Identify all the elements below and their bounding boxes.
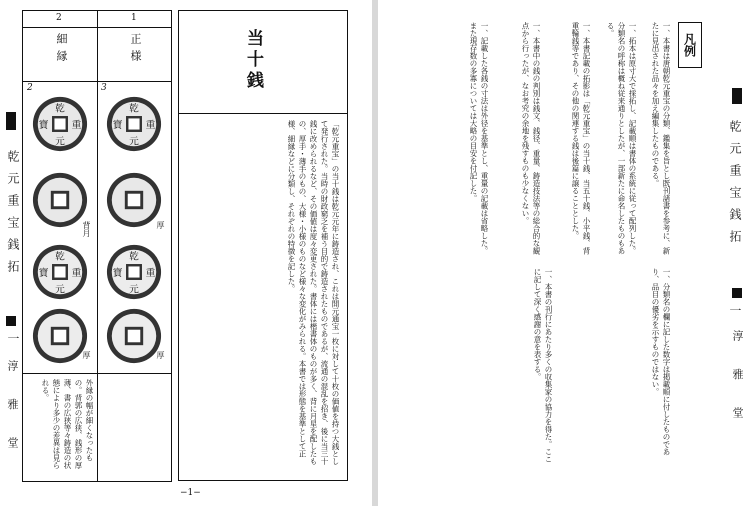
svg-text:寶: 寶 [38,267,49,279]
left-edge-bar-top [6,112,16,130]
section-title: 当十銭 [243,29,263,92]
svg-text:重: 重 [71,267,82,279]
coin-tag: 厚 [156,221,165,229]
svg-text:元: 元 [55,136,65,148]
plate-number-2: 2 [27,83,33,93]
coin-rubbing-icon [31,95,89,153]
coin-tag: 厚 [82,351,91,359]
svg-text:寶: 寶 [112,119,123,131]
svg-text:乾: 乾 [129,103,139,115]
grid-note: 外縁の幅が細くなったもの。背郭の広狭、銭形の厚薄、書の広狭等々鋳造の状態により多少の差異は見られる。 [41,379,94,469]
left-page [0,0,372,506]
notes-paragraph: 一、本書の刊行にあたり多くの収集家の協力を得た。ここに記して深く感謝の意を表する。 [533,268,553,463]
svg-text:重: 重 [71,119,82,131]
section-body-box [178,112,348,481]
svg-text:乾: 乾 [55,103,65,115]
coin-rubbing [105,95,163,153]
svg-text:乾: 乾 [55,251,65,263]
svg-text:寶: 寶 [112,267,123,279]
plate-number-3: 3 [101,83,107,93]
svg-text:元: 元 [129,136,139,148]
notes-paragraph: 一、記載した各銭の寸法は外径を基準とし、重量の記載は省略した。また現存数の多寡については大略の目安を付記した。 [469,22,489,255]
notes-paragraph: 一、本書中の銭の判別は銭文、銭径、重量、鋳造技法等の総合的な観点から行ったが、なお考究の余地を残すものも少なくない。 [521,22,541,255]
left-edge-bar-mid [6,316,16,326]
right-page [378,0,750,506]
coin-rubbing-icon [105,95,163,153]
right-edge-tab: 乾元重宝銭拓 [728,120,742,252]
column-number-2: 2 [56,13,62,23]
notes-paragraph: 一、本書記載の拓影は「乾元重宝」の当十銭、当五十銭、小平銭、背重輪銭等であり、その他の関連する銭は後篇に譲ることとした。 [571,22,591,255]
coin-rubbing [105,243,163,301]
notes-paragraph: 一、分類名の欄に記した数字は掲載順に付したものであり、品目の優劣を示すものではない。 [651,268,671,456]
coin-grid [22,10,172,482]
column-label-seiyo: 正様 [129,33,142,67]
notes-paragraph: 一、本書は唐朝乾元重宝の分類、鑑集を旨とし既刊諸書を参考に、新たに見出された品々を加え編集したものである。 [651,22,671,255]
svg-text:元: 元 [129,284,139,296]
right-edge-bar-mid [732,288,742,298]
left-edge-tab: 乾元重宝銭拓 [6,150,20,282]
section-title-box [178,10,348,114]
notes-paragraph: 一、拓本は原寸大で採拓し、記載順は書体の系統に従って配列した。分類名の呼称は概ね従来通りとしたが、一部新たに命名したものもある。 [606,22,637,255]
coin-rubbing [31,95,89,153]
svg-text:乾: 乾 [129,251,139,263]
coin-rubbing-icon [31,243,89,301]
coin-rubbing-icon [105,243,163,301]
column-number-1: 1 [131,13,137,23]
left-edge-tab-sub: 一 [6,332,20,354]
column-label-hosobuchi: 細縁 [55,33,68,67]
svg-text:寶: 寶 [38,119,49,131]
page-number-left: −1− [180,488,201,498]
right-edge-bar-top [732,88,742,104]
svg-text:元: 元 [55,284,65,296]
notes-heading: 凡例 [678,22,702,68]
left-edge-tab-mark: 淳 雅 堂 [6,360,19,460]
coin-tag: 厚 [156,351,165,359]
svg-text:重: 重 [145,119,156,131]
right-edge-tab-sub: 一 [728,304,742,326]
section-body-text: 「乾元重宝」の当十銭は乾元元年に鋳造され、これは開元通宝一枚に対して十枚の価値を持つ大銭として発行された。当時の財政窮乏を補う目的で鋳造されたものであるが、流通の混乱を招き、後に当三十銭に改められるなど、その価値は度々変更された。書体には楷書体のものが多く、背に月星を配したもの、厚手・薄手のもの、大様・小様のものなど様々な変化がみられる。本書では形態を基準として正様、細縁などに分類し、それぞれの特徴を記した。 [287,120,340,465]
svg-text:重: 重 [145,267,156,279]
right-edge-tab-mark: 淳 雅 堂 [731,330,744,430]
coin-rubbing [31,243,89,301]
coin-tag: 背月 [82,221,91,237]
